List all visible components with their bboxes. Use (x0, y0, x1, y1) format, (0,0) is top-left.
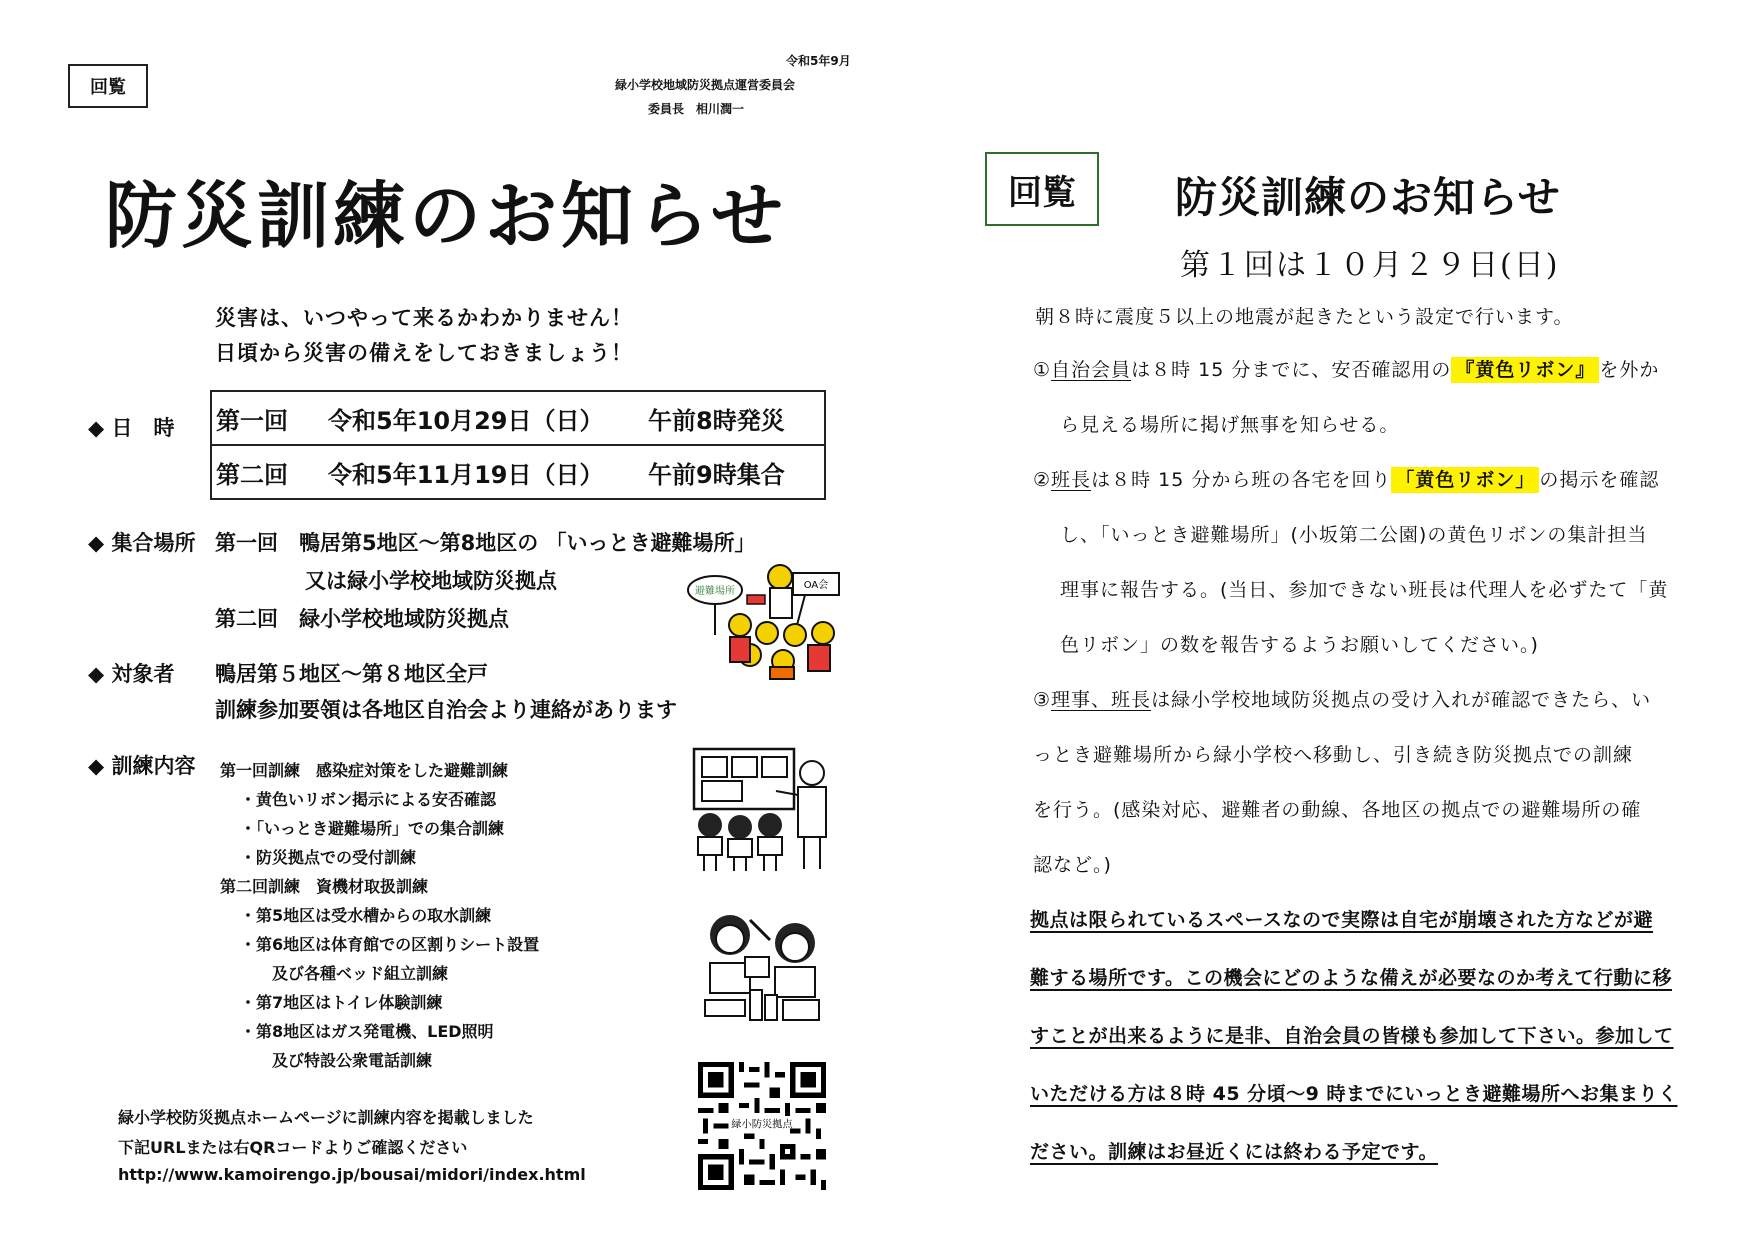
round-time: 午前8時発災 (648, 406, 785, 435)
round-label: 第一回 (216, 406, 288, 435)
target-line-1: 鴨居第５地区～第８地区全戸 (215, 662, 488, 686)
training-line: ・「いっとき避難場所」での集合訓練 (240, 819, 505, 838)
footer-line-2: 下記URLまたは右QRコードよりご確認ください (118, 1138, 468, 1157)
qr-caption: 緑小防災拠点 (731, 1118, 793, 1131)
training-line: 第二回訓練 資機材取扱訓練 (220, 877, 429, 896)
training-line: ・第6地区は体育館での区割りシート設置 (240, 935, 540, 954)
kairan-stamp-left: 回覧 (68, 64, 148, 108)
item-1-text-b: を外か (1599, 359, 1660, 381)
place-line-1: 第一回 鴨居第5地区～第8地区の 「いっとき避難場所」 (215, 531, 756, 555)
item-1-highlight: 『黄色リボン』 (1451, 357, 1599, 383)
training-label: ◆ 訓練内容 (88, 754, 196, 778)
issuer-org: 緑小学校地域防災拠点運営委員会 (615, 78, 796, 92)
page-title-right: 防災訓練のお知らせ (1175, 173, 1561, 222)
round-date: 令和5年11月19日（日） (328, 460, 604, 489)
item-1-text: は８時 15 分までに、安否確認用の (1131, 359, 1452, 381)
training-line: ・第5地区は受水槽からの取水訓練 (240, 906, 492, 925)
training-line: 第一回訓練 感染症対策をした避難訓練 (220, 761, 509, 780)
place-label: ◆ 集合場所 (88, 531, 196, 555)
item-2-num: ② (1033, 469, 1052, 491)
warning-line: すことが出来るように是非、自治会員の皆様も参加して下さい。参加して (1030, 1025, 1674, 1047)
round-label: 第二回 (216, 460, 288, 489)
item-3-line-3: を行う。(感染対応、避難者の動線、各地区の拠点での避難場所の確 (1033, 799, 1642, 821)
item-2-text: は８時 15 分から班の各宅を回り (1091, 469, 1392, 491)
first-round-date: 第１回は１０月２９日(日) (1180, 248, 1560, 283)
intro-line-2: 日頃から災害の備えをしておきましょう！ (215, 341, 633, 365)
item-1-num: ① (1033, 359, 1052, 381)
warning-line: 難する場所です。この機会にどのような備えが必要なのか考えて行動に移 (1030, 967, 1672, 989)
sign-text-1: 避難場所 (695, 586, 735, 597)
training-line: ・第7地区はトイレ体験訓練 (240, 993, 443, 1012)
intro-line-1: 災害は、いつやって来るかわかりません！ (215, 306, 633, 330)
sign-text-2: OA会 (803, 580, 829, 591)
item-2-role: 班長 (1051, 469, 1092, 491)
footer-url[interactable]: http://www.kamoirengo.jp/bousai/midori/index.html (118, 1165, 586, 1184)
issuer-date: 令和5年9月 (786, 54, 851, 68)
item-2-highlight: 「黄色リボン」 (1391, 467, 1539, 493)
datetime-table (210, 390, 826, 500)
footer-line-1: 緑小学校防災拠点ホームページに訓練内容を掲載しました (118, 1108, 534, 1127)
item-3-line-2: っとき避難場所から緑小学校へ移動し、引き続き防災拠点での訓練 (1033, 744, 1634, 766)
page-title-left: 防災訓練のお知らせ (105, 174, 787, 258)
item-2-line-3: 理事に報告する。(当日、参加できない班長は代理人を必ずたて「黄 (1060, 579, 1669, 601)
item-2-line-4: 色リボン」の数を報告するようお願いしてください。) (1060, 634, 1539, 656)
issuer-chair: 委員長 相川潤一 (648, 102, 745, 116)
item-1-role: 自治会員 (1051, 359, 1132, 381)
item-2-line-2: し、「いっとき避難場所」(小坂第二公園)の黄色リボンの集計担当 (1060, 524, 1648, 546)
training-line: ・防災拠点での受付訓練 (240, 848, 417, 867)
training-line: 及び特設公衆電話訓練 (272, 1051, 433, 1070)
training-line: ・第8地区はガス発電機、LED照明 (240, 1022, 494, 1041)
training-line: 及び各種ベッド組立訓練 (272, 964, 449, 983)
item-3-line-1 (1033, 685, 1651, 712)
item-3-text: は緑小学校地域防災拠点の受け入れが確認できたら、い (1151, 689, 1652, 711)
classroom-map-illustration (690, 745, 840, 875)
item-3-line-4: 認など。) (1033, 854, 1112, 876)
training-line: ・黄色いリボン掲示による安否確認 (240, 790, 497, 809)
warning-line: 拠点は限られているスペースなので実際は自宅が崩壊された方などが避 (1030, 909, 1654, 931)
target-label: ◆ 対象者 (88, 662, 175, 686)
target-line-2: 訓練参加要領は各地区自治会より連絡があります (215, 698, 677, 722)
item-2-line-1 (1033, 465, 1659, 492)
right-intro: 朝８時に震度５以上の地震が起きたという設定で行います。 (1035, 306, 1574, 328)
warning-line: ださい。訓練はお昼近くには終わる予定です。 (1030, 1141, 1438, 1163)
round-time: 午前9時集合 (648, 460, 785, 489)
children-evacuation-illustration (685, 555, 850, 680)
item-3-role: 理事、班長 (1051, 689, 1152, 711)
kids-supplies-illustration (695, 905, 830, 1030)
qr-code[interactable] (698, 1062, 826, 1190)
warning-line: いただける方は８時 45 分頃～9 時までにいっとき避難場所へお集まりく (1030, 1083, 1678, 1105)
item-3-num: ③ (1033, 689, 1052, 711)
round-date: 令和5年10月29日（日） (328, 406, 604, 435)
datetime-label: ◆ 日 時 (88, 416, 175, 440)
datetime-row-1 (212, 392, 824, 444)
item-1-line-1 (1033, 355, 1659, 382)
datetime-row-2 (212, 444, 824, 498)
place-line-2: 又は緑小学校地域防災拠点 (305, 569, 557, 593)
kairan-stamp-right: 回覧 (985, 152, 1099, 226)
place-line-3: 第二回 緑小学校地域防災拠点 (215, 607, 509, 631)
item-1-line-2: ら見える場所に掲げ無事を知らせる。 (1060, 414, 1400, 436)
item-2-text-b: の掲示を確認 (1539, 469, 1660, 491)
